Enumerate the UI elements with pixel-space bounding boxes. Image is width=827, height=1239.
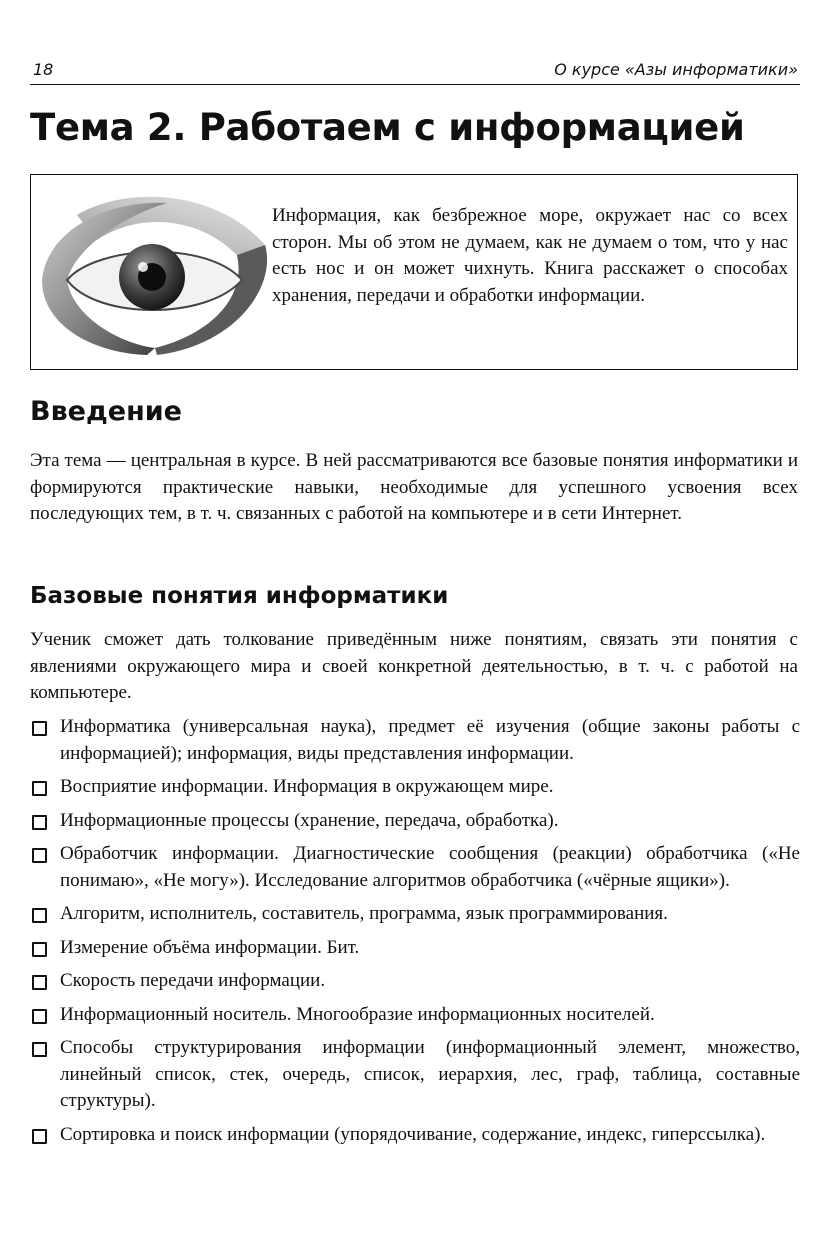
list-item-text: Обработчик информации. Диагностические сообщения (реакции) обработчика («Не понимаю», «Не могу»). Исследование алгоритмов обработчика («чёрные ящики»). (60, 843, 800, 891)
list-item-text: Восприятие информации. Информация в окружающем мире. (60, 776, 554, 797)
list-item-text: Сортировка и поиск информации (упорядочивание, содержание, индекс, гиперссылка). (60, 1123, 766, 1145)
checkbox-bullet-icon (32, 908, 47, 923)
running-title: О курсе «Азы информатики» (554, 60, 798, 79)
list-item (30, 1035, 800, 1115)
page-title: Тема 2. Работаем с информацией (30, 106, 745, 149)
checkbox-bullet-icon (32, 815, 47, 830)
checkbox-bullet-icon (32, 1129, 47, 1144)
eye-icon (37, 185, 277, 359)
list-item (30, 901, 800, 928)
intro-box (30, 174, 798, 370)
list-item-text: Информатика (универсальная наука), предмет её изучения (общие законы работы с информацией); информация, виды представления информации. (60, 716, 800, 764)
list-item-text: Информационный носитель. Многообразие информационных носителей. (60, 1003, 655, 1025)
checkbox-bullet-icon (32, 721, 47, 736)
list-item (30, 968, 800, 995)
list-item (30, 841, 800, 894)
section-heading-basic-concepts: Базовые понятия информатики (30, 583, 449, 609)
page-number: 18 (33, 60, 54, 79)
list-item (30, 808, 800, 835)
concept-list (30, 714, 800, 1155)
running-header (30, 58, 800, 85)
list-item (30, 935, 800, 962)
list-item-text: Измерение объёма информации. Бит. (60, 936, 360, 958)
list-item-text: Способы структурирования информации (информационный элемент, множество, линейный список, стек, очередь, список, иерархия, лес, граф, таблица, составные структуры). (60, 1037, 800, 1111)
list-item-text: Скорость передачи информации. (60, 970, 326, 991)
checkbox-bullet-icon (32, 1042, 47, 1057)
checkbox-bullet-icon (32, 1009, 47, 1024)
list-item-text: Информационные процессы (хранение, передача, обработка). (60, 809, 559, 831)
introduction-paragraph: Эта тема — центральная в курсе. В ней рассматриваются все базовые понятия информатики и формируются практические навыки, необходимые для успешного усвоения всех последующих тем, в т. ч. связанных с работой на компьютере и в сети Интернет. (30, 450, 798, 524)
intro-text: Информация, как безбрежное море, окружает нас со всех сторон. Мы об этом не думаем, как не думаем о том, что у нас есть нос и он может чихнуть. Книга расскажет о способах хранения, передачи и обработки информации. (272, 205, 788, 306)
checkbox-bullet-icon (32, 848, 47, 863)
list-item (30, 1002, 800, 1029)
checkbox-bullet-icon (32, 781, 47, 796)
section-heading-introduction: Введение (30, 396, 182, 427)
checkbox-bullet-icon (32, 942, 47, 957)
basic-concepts-paragraph: Ученик сможет дать толкование приведённым ниже понятиям, связать эти понятия с явлениями окружающего мира и своей конкретной деятельностью, в т. ч. с работой на компьютере. (30, 629, 798, 703)
list-item (30, 714, 800, 767)
list-item-text: Алгоритм, исполнитель, составитель, программа, язык программирования. (60, 903, 668, 924)
list-item (30, 774, 800, 801)
list-item (30, 1122, 800, 1149)
checkbox-bullet-icon (32, 975, 47, 990)
